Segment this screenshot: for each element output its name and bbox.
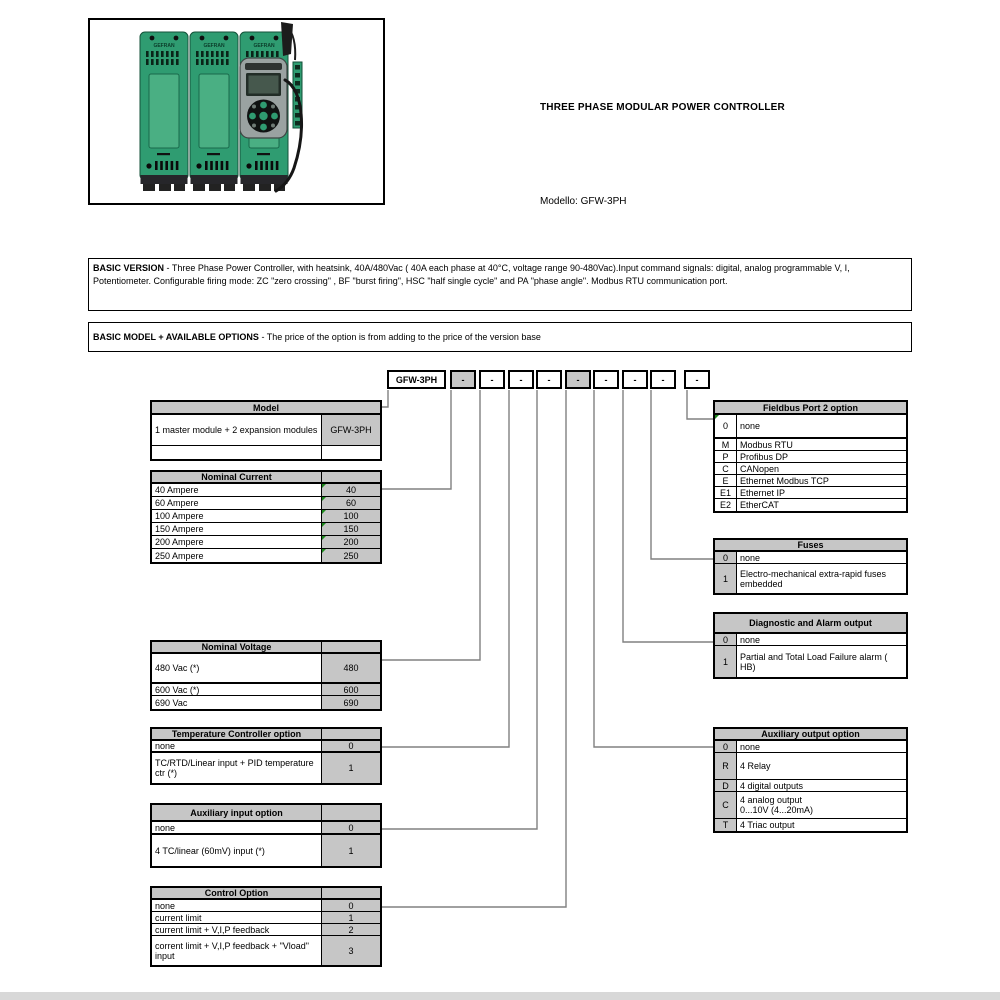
- table-header: [152, 805, 380, 822]
- option-code-cell: R: [715, 753, 737, 779]
- table-row: [152, 822, 380, 835]
- table-row: [152, 696, 380, 709]
- table-row: [715, 741, 906, 753]
- table-row: [152, 741, 380, 753]
- connector-line: [651, 390, 713, 559]
- option-label-cell: [152, 446, 322, 459]
- option-code-cell: P: [715, 451, 737, 462]
- option-value: 200: [343, 537, 359, 547]
- order-code-box-1: [450, 370, 476, 389]
- option-label-cell: Partial and Total Load Failure alarm ( HB): [740, 651, 888, 672]
- connector-line: [382, 390, 566, 907]
- option-value-cell: [322, 523, 380, 535]
- auxiliary-input-table: [150, 803, 382, 868]
- basic-version-text: - Three Phase Power Controller, with heatsink, 40A/480Vac ( 40A each phase at 40°C, voltage range 90-480Vac).Input command signals: digital, analog programmable V, I, Potentiometer. Configurable firing mode: ZC "zero crossing" , BF "burst firing", HSC "half single cycle" and PA "phase angle". Modbus RTU communication port.: [93, 263, 850, 286]
- option-value: 250: [343, 550, 359, 561]
- table-row: [715, 451, 906, 463]
- connector-line: [594, 390, 713, 747]
- model-table: [150, 400, 382, 461]
- option-label-cell: [737, 792, 904, 818]
- option-label-cell: 4 Triac output: [740, 820, 795, 830]
- option-value-cell: 480: [322, 654, 380, 682]
- table-header: [152, 729, 380, 741]
- table-title: Model: [253, 402, 279, 413]
- option-value-cell: 3: [322, 936, 380, 965]
- option-label-cell: corrent limit + V,I,P feedback + "Vload" input: [152, 936, 322, 965]
- fuses-table: [713, 538, 908, 595]
- option-value-cell: [322, 446, 380, 459]
- table-row: [152, 753, 380, 783]
- option-label-cell: 60 Ampere: [152, 497, 322, 509]
- table-row: [715, 780, 906, 792]
- auxiliary-output-table: [713, 727, 908, 833]
- product-photo: GEFRAN: [90, 20, 383, 203]
- option-value-cell: 0: [322, 900, 380, 911]
- header-spacer-cell: [322, 805, 380, 820]
- table-row: [152, 936, 380, 965]
- option-code-cell: C: [715, 792, 737, 818]
- option-label-cell: 250 Ampere: [152, 549, 322, 562]
- table-title: Fuses: [797, 540, 824, 550]
- option-value-cell: 0: [322, 822, 380, 833]
- table-row: [152, 924, 380, 936]
- table-row: [152, 835, 380, 866]
- option-value: 100: [343, 511, 359, 521]
- table-header: [715, 614, 906, 634]
- option-label-cell: 1 master module + 2 expansion modules: [152, 415, 322, 445]
- option-code-cell: M: [715, 439, 737, 450]
- option-label-cell: Electro-mechanical extra-rapid fuses embedded: [740, 568, 887, 589]
- excel-marker-icon: [715, 415, 719, 419]
- order-code-dash: -: [576, 374, 580, 385]
- option-label-cell: current limit + V,I,P feedback: [152, 924, 322, 935]
- option-label-cell: none: [152, 741, 322, 751]
- order-code-box-8: [650, 370, 676, 389]
- option-value-cell: 600: [322, 684, 380, 695]
- nominal-current-table: [150, 470, 382, 564]
- connector-line: [382, 390, 480, 660]
- excel-marker-icon: [322, 497, 326, 501]
- table-title: Nominal Voltage: [152, 642, 322, 652]
- order-code-box-6: [593, 370, 619, 389]
- order-code-dash: -: [519, 374, 523, 385]
- option-code-cell: E: [715, 475, 737, 486]
- basic-version-box: [88, 258, 912, 311]
- table-row: [152, 484, 380, 497]
- option-label-cell: EtherCAT: [740, 500, 779, 510]
- option-label-cell: Ethernet IP: [740, 487, 786, 498]
- basic-model-line: [93, 331, 541, 344]
- option-code-cell: 0: [715, 552, 737, 563]
- option-value: 60: [345, 498, 356, 508]
- order-code-box-2: [479, 370, 505, 389]
- table-title: Auxiliary input option: [152, 805, 322, 820]
- order-code-box-3: [508, 370, 534, 389]
- table-row: [152, 523, 380, 536]
- table-header: [715, 729, 906, 741]
- option-label-line: 0...10V (4...20mA): [740, 805, 814, 815]
- table-row: [715, 487, 906, 499]
- order-code-dash: -: [604, 374, 608, 385]
- option-value-cell: [322, 510, 380, 522]
- option-value: 150: [343, 524, 359, 534]
- table-title: Auxiliary output option: [761, 729, 860, 739]
- product-image-frame: [88, 18, 385, 205]
- option-value-cell: [322, 549, 380, 562]
- table-header: [152, 472, 380, 484]
- table-row: [152, 510, 380, 523]
- option-label-cell: Profibus DP: [740, 451, 789, 462]
- fieldbus-port2-table: [713, 400, 908, 513]
- table-row: [715, 475, 906, 487]
- table-row: [715, 634, 906, 646]
- option-label-cell: 4 digital outputs: [740, 780, 804, 791]
- table-row: [715, 564, 906, 593]
- option-value-cell: [322, 536, 380, 548]
- order-code-dash: -: [490, 374, 494, 385]
- power-module: [140, 32, 188, 191]
- option-label-cell: none: [740, 552, 761, 563]
- table-row: [152, 912, 380, 924]
- table-row: [152, 684, 380, 696]
- excel-marker-icon: [322, 523, 326, 527]
- table-header: [715, 402, 906, 415]
- header-spacer-cell: [322, 729, 380, 739]
- option-code-cell: 1: [715, 646, 737, 677]
- control-option-table: [150, 886, 382, 967]
- option-code-cell: E1: [715, 487, 737, 498]
- table-row: [715, 415, 906, 439]
- option-value-cell: 2: [322, 924, 380, 935]
- page-title: THREE PHASE MODULAR POWER CONTROLLER: [540, 102, 785, 113]
- option-label-cell: none: [740, 741, 761, 752]
- option-code-cell: E2: [715, 499, 737, 511]
- table-title: Temperature Controller option: [152, 729, 322, 739]
- order-code-dash: -: [695, 374, 699, 385]
- basic-model-text: - The price of the option is from adding to the price of the version base: [258, 331, 541, 342]
- connector-line: [623, 390, 713, 642]
- option-label-cell: 4 TC/linear (60mV) input (*): [152, 835, 322, 866]
- option-label-cell: 200 Ampere: [152, 536, 322, 548]
- option-value-cell: 1: [322, 753, 380, 783]
- header-spacer-cell: [322, 642, 380, 652]
- option-value-cell: 1: [322, 835, 380, 866]
- header-spacer-cell: [322, 472, 380, 482]
- option-label-cell: 100 Ampere: [152, 510, 322, 522]
- option-value-cell: [322, 484, 380, 496]
- order-code-box-9: [684, 370, 710, 389]
- option-label-cell: 4 Relay: [740, 761, 771, 771]
- order-code-box-7: [622, 370, 648, 389]
- table-title: Control Option: [152, 888, 322, 898]
- excel-marker-icon: [322, 549, 326, 553]
- option-label-cell: none: [740, 634, 761, 645]
- table-row: [152, 900, 380, 912]
- basic-model-label: BASIC MODEL + AVAILABLE OPTIONS: [93, 331, 259, 342]
- table-row: [715, 463, 906, 475]
- basic-version-label: BASIC VERSION: [93, 263, 165, 273]
- option-label-cell: Modbus RTU: [740, 439, 793, 450]
- option-code-cell: C: [715, 463, 737, 474]
- order-code-base: GFW-3PH: [395, 374, 438, 385]
- option-label-cell: current limit: [152, 912, 322, 923]
- option-label-cell: 40 Ampere: [152, 484, 322, 496]
- order-code-dash: -: [633, 374, 637, 385]
- table-row: [152, 536, 380, 549]
- option-label-cell: Ethernet Modbus TCP: [740, 475, 829, 486]
- table-row: [715, 552, 906, 564]
- table-row: [715, 439, 906, 451]
- option-code-cell: [715, 415, 737, 437]
- table-row: [152, 549, 380, 562]
- option-label-cell: CANopen: [740, 463, 780, 474]
- option-value-cell: [322, 497, 380, 509]
- order-code-dash: -: [547, 374, 551, 385]
- table-row: [715, 646, 906, 677]
- table-title: Fieldbus Port 2 option: [763, 402, 858, 413]
- option-label-line: 4 analog output: [740, 795, 803, 805]
- option-code-cell: T: [715, 819, 737, 831]
- option-code-cell: D: [715, 780, 737, 791]
- table-header: [152, 402, 380, 415]
- option-code-cell: 0: [715, 634, 737, 645]
- order-code-dash: -: [461, 374, 465, 385]
- table-header: [152, 888, 380, 900]
- order-code-box-4: [536, 370, 562, 389]
- option-value-cell: 690: [322, 696, 380, 709]
- option-label-cell: none: [740, 421, 761, 431]
- option-value: 40: [345, 485, 356, 495]
- table-row: [152, 415, 380, 446]
- option-label-cell: 600 Vac (*): [152, 684, 322, 695]
- table-row: [152, 497, 380, 510]
- table-header: [715, 540, 906, 552]
- table-row: [715, 792, 906, 819]
- connector-line: [687, 390, 713, 419]
- order-code-base-box: [387, 370, 446, 389]
- order-code-dash: -: [661, 374, 665, 385]
- option-label-cell: TC/RTD/Linear input + PID temperature ctr (*): [152, 753, 322, 783]
- connector-line: [382, 390, 537, 829]
- option-value-cell: GFW-3PH: [322, 415, 380, 445]
- option-value-cell: 0: [322, 741, 380, 751]
- header-spacer-cell: [322, 888, 380, 898]
- option-code-cell: 0: [715, 741, 737, 752]
- model-subtitle: Modello: GFW-3PH: [540, 196, 627, 207]
- diagnostic-alarm-table: [713, 612, 908, 679]
- option-code-cell: 1: [715, 564, 737, 593]
- option-label-cell: 150 Ampere: [152, 523, 322, 535]
- table-row: [152, 654, 380, 684]
- connector-line: [382, 390, 388, 407]
- table-row: [715, 753, 906, 780]
- table-title: Nominal Current: [152, 472, 322, 482]
- table-row: [715, 499, 906, 511]
- option-label-cell: 690 Vac: [152, 696, 322, 709]
- option-label-cell: 480 Vac (*): [152, 654, 322, 682]
- order-code-box-5: [565, 370, 591, 389]
- nominal-voltage-table: [150, 640, 382, 711]
- option-label-cell: none: [152, 822, 322, 833]
- excel-marker-icon: [322, 536, 326, 540]
- table-row: [715, 819, 906, 831]
- table-title: Diagnostic and Alarm output: [749, 618, 872, 628]
- connector-line: [382, 390, 451, 489]
- option-label-cell: none: [152, 900, 322, 911]
- option-value-cell: 1: [322, 912, 380, 923]
- option-code: 0: [722, 421, 728, 431]
- connector-line: [382, 390, 509, 747]
- excel-marker-icon: [322, 484, 326, 488]
- temperature-controller-table: [150, 727, 382, 785]
- table-header: [152, 642, 380, 654]
- power-module: [190, 32, 238, 191]
- page-bottom-edge: [0, 992, 1000, 1000]
- table-row: [152, 446, 380, 459]
- basic-model-box: [88, 322, 912, 352]
- excel-marker-icon: [322, 510, 326, 514]
